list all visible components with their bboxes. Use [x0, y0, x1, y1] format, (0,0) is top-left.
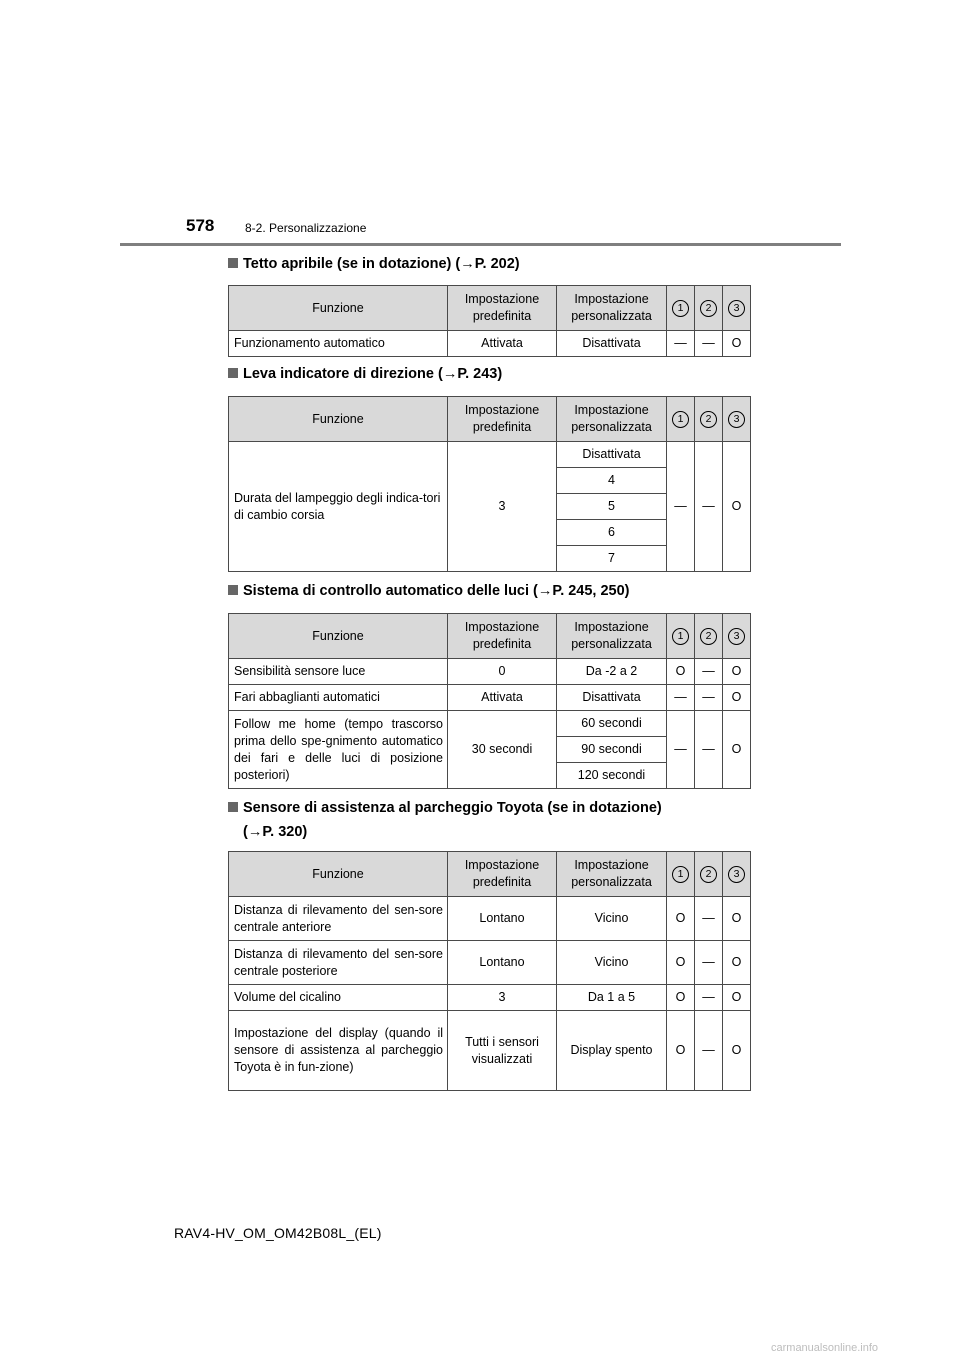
- table-row: [229, 711, 751, 737]
- cell-default: 3: [448, 985, 557, 1011]
- col-header-2: [695, 397, 723, 442]
- cell-default: Lontano: [448, 941, 557, 985]
- cell-mark-2: —: [695, 985, 723, 1011]
- cell-mark-3: O: [723, 941, 751, 985]
- circled-number-2: 2: [700, 300, 717, 317]
- section-heading-auto-lights: [228, 580, 748, 602]
- col-header-2: [695, 286, 723, 331]
- col-header-1: [667, 286, 695, 331]
- table-parking-sensor: [228, 851, 751, 1091]
- cell-default: Tutti i sensori visualizzati: [448, 1011, 557, 1091]
- cell-custom-option: 5: [557, 494, 667, 520]
- cell-default: 0: [448, 659, 557, 685]
- col-header-default: Impostazione predefinita: [448, 397, 557, 442]
- table-turn-signal: [228, 396, 751, 572]
- cell-mark-3: O: [723, 442, 751, 572]
- cell-custom: Disattivata: [557, 685, 667, 711]
- circled-number-3: 3: [728, 628, 745, 645]
- col-header-3: [723, 852, 751, 897]
- cell-mark-1: O: [667, 1011, 695, 1091]
- table-row: [229, 941, 751, 985]
- cell-mark-1: O: [667, 941, 695, 985]
- cell-mark-2: —: [695, 711, 723, 789]
- cell-custom: Da -2 a 2: [557, 659, 667, 685]
- cell-function: Distanza di rilevamento del sen-sore centrale posteriore: [229, 941, 448, 985]
- cell-mark-3: O: [723, 711, 751, 789]
- section-heading-parking-sensor: [228, 797, 748, 843]
- cell-mark-2: —: [695, 442, 723, 572]
- cell-mark-1: —: [667, 331, 695, 357]
- chapter-title: 8-2. Personalizzazione: [245, 221, 367, 235]
- circled-number-2: 2: [700, 628, 717, 645]
- watermark: carmanualsonline.info: [771, 1342, 879, 1354]
- col-header-custom: Impostazione personalizzata: [557, 286, 667, 331]
- table-header-row: [229, 852, 751, 897]
- cell-custom-option: 60 secondi: [557, 711, 667, 737]
- col-header-1: [667, 852, 695, 897]
- cell-custom-option: 90 secondi: [557, 737, 667, 763]
- section-heading-turn-signal: [228, 363, 748, 385]
- section-title: Sensore di assistenza al parcheggio Toyota (se in dotazione): [243, 800, 662, 816]
- cell-mark-3: O: [723, 331, 751, 357]
- cell-custom-option: Disattivata: [557, 442, 667, 468]
- col-header-default: Impostazione predefinita: [448, 852, 557, 897]
- table-row: [229, 685, 751, 711]
- cell-function: Distanza di rilevamento del sen-sore centrale anteriore: [229, 897, 448, 941]
- cell-function: Volume del cicalino: [229, 985, 448, 1011]
- table-row: [229, 442, 751, 468]
- col-header-1: [667, 614, 695, 659]
- circled-number-1: 1: [672, 411, 689, 428]
- table-header-row: [229, 286, 751, 331]
- cell-mark-2: —: [695, 659, 723, 685]
- cell-mark-1: —: [667, 442, 695, 572]
- circled-number-1: 1: [672, 628, 689, 645]
- col-header-function: Funzione: [229, 614, 448, 659]
- cell-mark-3: O: [723, 1011, 751, 1091]
- section-title: Leva indicatore di direzione (→P. 243): [243, 366, 503, 382]
- col-header-default: Impostazione predefinita: [448, 614, 557, 659]
- document-code: RAV4-HV_OM_OM42B08L_(EL): [174, 1225, 382, 1241]
- circled-number-3: 3: [728, 300, 745, 317]
- circled-number-1: 1: [672, 300, 689, 317]
- col-header-3: [723, 397, 751, 442]
- cell-custom: Da 1 a 5: [557, 985, 667, 1011]
- table-header-row: [229, 397, 751, 442]
- cell-default: Attivata: [448, 685, 557, 711]
- header-rule: [120, 243, 841, 246]
- table-row: [229, 985, 751, 1011]
- table-row: [229, 897, 751, 941]
- cell-mark-2: —: [695, 897, 723, 941]
- col-header-function: Funzione: [229, 852, 448, 897]
- cell-mark-2: —: [695, 685, 723, 711]
- cell-mark-1: O: [667, 985, 695, 1011]
- cell-custom-option: 4: [557, 468, 667, 494]
- cell-function: Fari abbaglianti automatici: [229, 685, 448, 711]
- col-header-3: [723, 286, 751, 331]
- cell-default: 30 secondi: [448, 711, 557, 789]
- cell-function: Sensibilità sensore luce: [229, 659, 448, 685]
- cell-function: Follow me home (tempo trascorso prima dello spe-gnimento automatico dei fari e delle luci di posizione posteriori): [229, 711, 448, 789]
- square-bullet-icon: [228, 802, 238, 812]
- cell-custom-option: 120 secondi: [557, 763, 667, 789]
- cell-mark-1: O: [667, 897, 695, 941]
- square-bullet-icon: [228, 585, 238, 595]
- square-bullet-icon: [228, 258, 238, 268]
- col-header-3: [723, 614, 751, 659]
- cell-custom: Vicino: [557, 941, 667, 985]
- cell-default: Lontano: [448, 897, 557, 941]
- circled-number-1: 1: [672, 866, 689, 883]
- cell-default: 3: [448, 442, 557, 572]
- table-row: [229, 1011, 751, 1091]
- col-header-custom: Impostazione personalizzata: [557, 852, 667, 897]
- table-row: [229, 659, 751, 685]
- cell-mark-2: —: [695, 1011, 723, 1091]
- section-heading-sunroof: [228, 253, 748, 275]
- table-header-row: [229, 614, 751, 659]
- cell-mark-3: O: [723, 985, 751, 1011]
- circled-number-3: 3: [728, 411, 745, 428]
- circled-number-3: 3: [728, 866, 745, 883]
- col-header-function: Funzione: [229, 286, 448, 331]
- square-bullet-icon: [228, 368, 238, 378]
- cell-mark-2: —: [695, 331, 723, 357]
- table-row: [229, 331, 751, 357]
- cell-custom: Vicino: [557, 897, 667, 941]
- cell-function: Impostazione del display (quando il sensore di assistenza al parcheggio Toyota è in fun-zione): [229, 1011, 448, 1091]
- page-number: 578: [186, 216, 215, 235]
- section-title: Sistema di controllo automatico delle luci (→P. 245, 250): [243, 583, 630, 599]
- cell-mark-1: O: [667, 659, 695, 685]
- cell-function: Durata del lampeggio degli indica-tori di cambio corsia: [229, 442, 448, 572]
- col-header-custom: Impostazione personalizzata: [557, 614, 667, 659]
- cell-mark-3: O: [723, 659, 751, 685]
- cell-custom-option: 7: [557, 546, 667, 572]
- cell-custom-option: 6: [557, 520, 667, 546]
- cell-function: Funzionamento automatico: [229, 331, 448, 357]
- col-header-1: [667, 397, 695, 442]
- circled-number-2: 2: [700, 411, 717, 428]
- section-title-continued: (→P. 320): [243, 824, 308, 840]
- col-header-default: Impostazione predefinita: [448, 286, 557, 331]
- col-header-function: Funzione: [229, 397, 448, 442]
- col-header-2: [695, 852, 723, 897]
- cell-default: Attivata: [448, 331, 557, 357]
- col-header-custom: Impostazione personalizzata: [557, 397, 667, 442]
- circled-number-2: 2: [700, 866, 717, 883]
- cell-mark-2: —: [695, 941, 723, 985]
- cell-mark-3: O: [723, 897, 751, 941]
- table-sunroof: [228, 285, 751, 357]
- cell-mark-1: —: [667, 711, 695, 789]
- cell-mark-3: O: [723, 685, 751, 711]
- cell-custom: Disattivata: [557, 331, 667, 357]
- cell-mark-1: —: [667, 685, 695, 711]
- table-auto-lights: [228, 613, 751, 789]
- cell-custom: Display spento: [557, 1011, 667, 1091]
- section-title: Tetto apribile (se in dotazione) (→P. 202): [243, 256, 520, 272]
- col-header-2: [695, 614, 723, 659]
